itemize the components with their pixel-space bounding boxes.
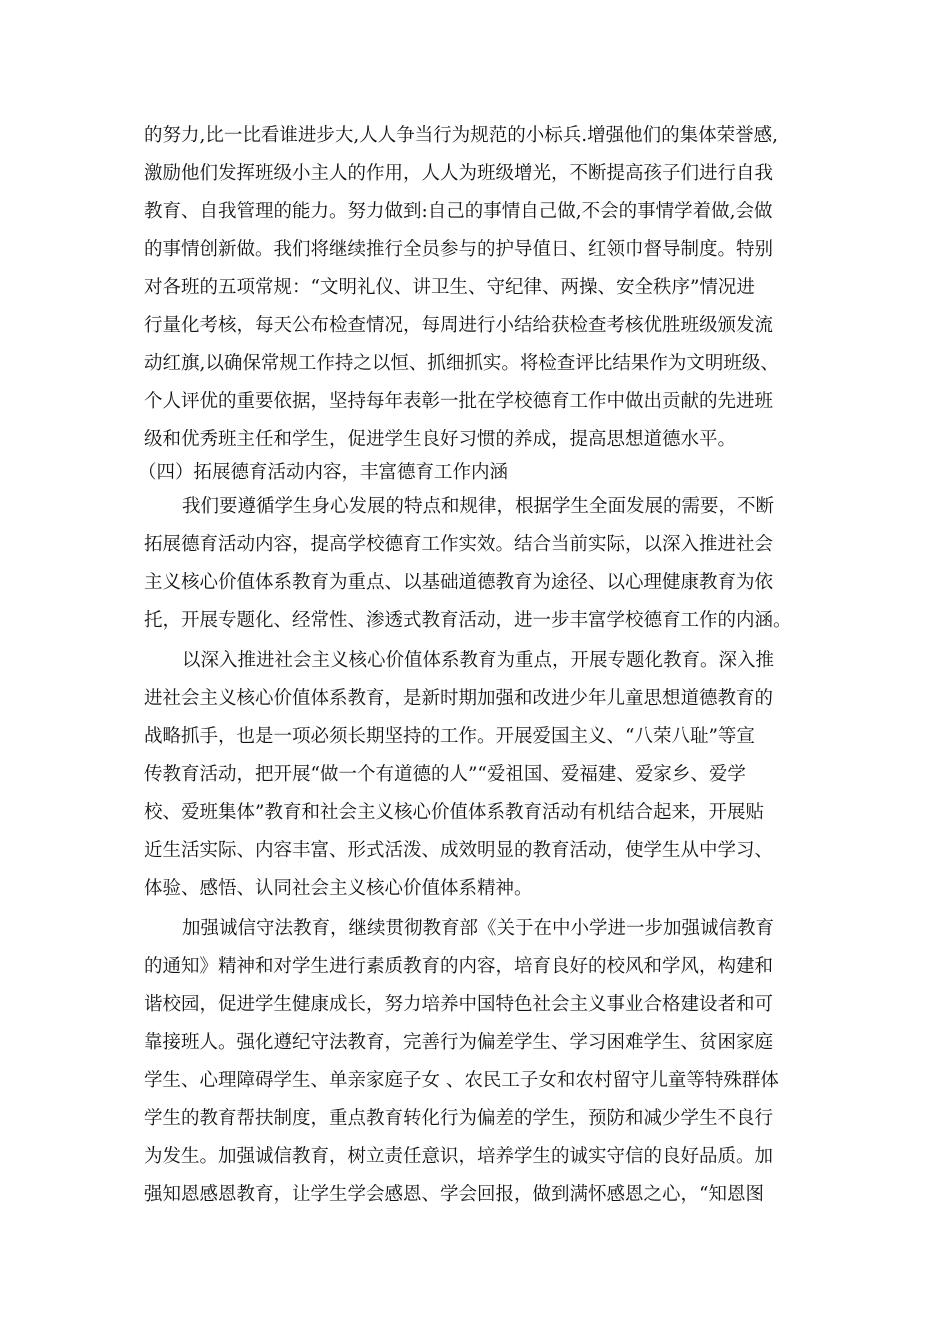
text-line: 强知恩感恩教育，让学生学会感恩、学会回报，做到满怀感恩之心，“知恩图	[144, 1184, 764, 1205]
text-line: 近生活实际、内容丰富、形式活泼、成效明显的教育活动，使学生从中学习、	[144, 840, 774, 861]
text-line: 托，开展专题化、经常性、渗透式教育活动，进一步丰富学校德育工作的内涵。	[144, 610, 792, 631]
text-line: 学生、心理障碍学生、单亲家庭子女 、农民工子女和农村留守儿童等特殊群体	[144, 1070, 779, 1091]
paragraph-start: 我们要遵循学生身心发展的特点和规律，根据学生全面发展的需要，不断	[182, 496, 775, 517]
text-line: 行量化考核，每天公布检查情况，每周进行小结给获检查考核优胜班级颁发流	[144, 315, 774, 336]
text-line: 主义核心价值体系教育为重点、以基础道德教育为途径、以心理健康教育为依	[144, 572, 774, 593]
text-line: 的通知》精神和对学生进行素质教育的内容，培育良好的校风和学风，构建和	[144, 956, 774, 977]
text-line: 拓展德育活动内容，提高学校德育工作实效。结合当前实际，以深入推进社会	[144, 534, 774, 555]
text-line: 靠接班人。强化遵纪守法教育，完善行为偏差学生、学习困难学生、贫困家庭	[144, 1032, 774, 1053]
text-line: 学生的教育帮扶制度，重点教育转化行为偏差的学生，预防和减少学生不良行	[144, 1108, 774, 1129]
text-line: 的事情创新做。我们将继续推行全员参与的护导值日、红领巾督导制度。特别	[144, 239, 774, 260]
text-line: 战略抓手，也是一项必须长期坚持的工作。开展爱国主义、“八荣八耻”等宣	[144, 726, 755, 747]
text-line: 教育、自我管理的能力。努力做到:自己的事情自己做,不会的事情学着做,会做	[144, 201, 773, 222]
text-line: 为发生。加强诚信教育，树立责任意识，培养学生的诚实守信的良好品质。加	[144, 1146, 774, 1167]
text-line: 动红旗,以确保常规工作持之以恒、抓细抓实。将检查评比结果作为文明班级、	[144, 353, 779, 374]
text-line: 级和优秀班主任和学生，促进学生良好习惯的养成，提高思想道德水平。	[144, 429, 737, 450]
paragraph-start: 以深入推进社会主义核心价值体系教育为重点，开展专题化教育。深入推	[182, 650, 775, 671]
paragraph-start: 加强诚信守法教育，继续贯彻教育部《关于在中小学进一步加强诚信教育	[182, 918, 775, 939]
text-line: 的努力,比一比看谁进步大,人人争当行为规范的小标兵.增强他们的集体荣誉感,	[144, 125, 779, 146]
text-line: 对各班的五项常规：“文明礼仪、讲卫生、守纪律、两操、安全秩序”情况进	[144, 277, 755, 298]
text-line: 校、爱班集体”教育和社会主义核心价值体系教育活动有机结合起来，开展贴	[144, 802, 764, 823]
text-line: 个人评优的重要依据，坚持每年表彰一批在学校德育工作中做出贡献的先进班	[144, 391, 774, 412]
text-line: 体验、感悟、认同社会主义核心价值体系精神。	[144, 878, 533, 899]
text-line: 进社会主义核心价值体系教育，是新时期加强和改进少年儿童思想道德教育的	[144, 688, 774, 709]
text-line: 谐校园，促进学生健康成长，努力培养中国特色社会主义事业合格建设者和可	[144, 994, 774, 1015]
text-line: 激励他们发挥班级小主人的作用，人人为班级增光，不断提高孩子们进行自我	[144, 163, 774, 184]
text-line: 传教育活动，把开展“做一个有道德的人”“爱祖国、爱福建、爱家乡、爱学	[144, 764, 746, 785]
section-heading: （四）拓展德育活动内容，丰富德育工作内涵	[138, 462, 509, 483]
